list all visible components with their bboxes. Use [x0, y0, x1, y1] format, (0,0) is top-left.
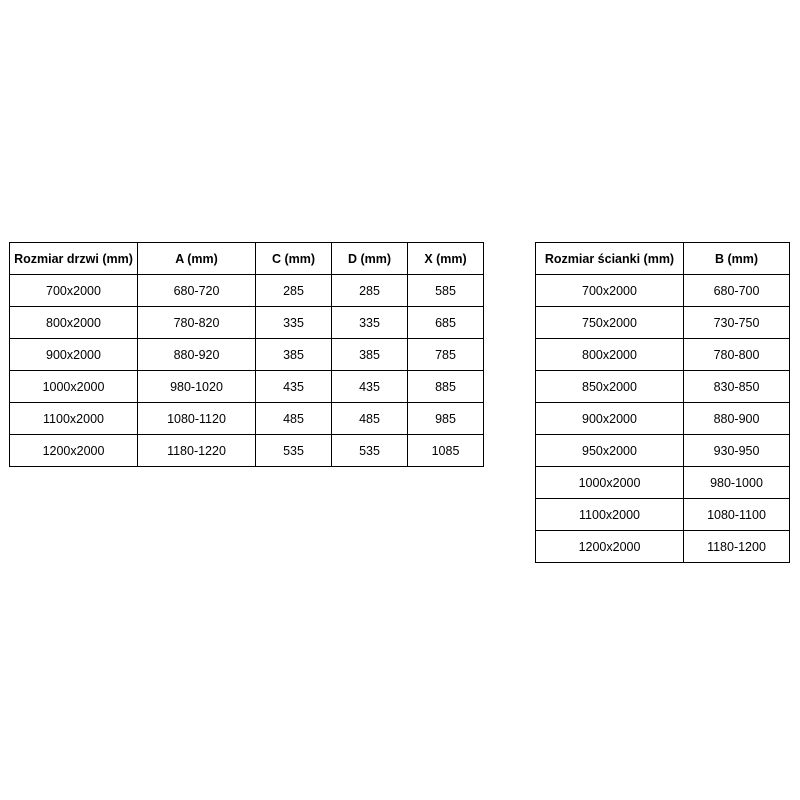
table-row [536, 499, 790, 531]
table-cell: 1200x2000 [10, 435, 138, 467]
table-cell: 1085 [408, 435, 484, 467]
table-cell: 950x2000 [536, 435, 684, 467]
door-size-table [9, 242, 484, 467]
table-header-row [536, 243, 790, 275]
table-cell: 880-920 [138, 339, 256, 371]
table-cell: 900x2000 [10, 339, 138, 371]
table-cell: 1100x2000 [536, 499, 684, 531]
table-row [536, 467, 790, 499]
table-row [536, 403, 790, 435]
table-cell: 1080-1120 [138, 403, 256, 435]
table-cell: 585 [408, 275, 484, 307]
table-cell: 785 [408, 339, 484, 371]
table-cell: 435 [256, 371, 332, 403]
table-cell: 1000x2000 [10, 371, 138, 403]
column-header: C (mm) [256, 243, 332, 275]
table-row [536, 275, 790, 307]
column-header: B (mm) [684, 243, 790, 275]
table-cell: 730-750 [684, 307, 790, 339]
table-cell: 1200x2000 [536, 531, 684, 563]
table-cell: 1100x2000 [10, 403, 138, 435]
table-cell: 485 [332, 403, 408, 435]
column-header: D (mm) [332, 243, 408, 275]
table-row [536, 307, 790, 339]
table-cell: 535 [256, 435, 332, 467]
table-cell: 680-720 [138, 275, 256, 307]
table-row [10, 275, 484, 307]
table-cell: 385 [332, 339, 408, 371]
table-cell: 435 [332, 371, 408, 403]
table-row [536, 371, 790, 403]
table-cell: 1180-1200 [684, 531, 790, 563]
table-cell: 980-1000 [684, 467, 790, 499]
table-cell: 485 [256, 403, 332, 435]
table-cell: 535 [332, 435, 408, 467]
table-cell: 850x2000 [536, 371, 684, 403]
table-row [536, 435, 790, 467]
column-header: X (mm) [408, 243, 484, 275]
table-cell: 335 [256, 307, 332, 339]
column-header: Rozmiar drzwi (mm) [10, 243, 138, 275]
table-cell: 780-820 [138, 307, 256, 339]
table-cell: 800x2000 [536, 339, 684, 371]
table-cell: 285 [332, 275, 408, 307]
table-cell: 980-1020 [138, 371, 256, 403]
table-cell: 700x2000 [536, 275, 684, 307]
wall-size-table [535, 242, 790, 563]
table-cell: 1080-1100 [684, 499, 790, 531]
table-cell: 285 [256, 275, 332, 307]
table-cell: 1000x2000 [536, 467, 684, 499]
table-cell: 930-950 [684, 435, 790, 467]
table-cell: 700x2000 [10, 275, 138, 307]
table-cell: 1180-1220 [138, 435, 256, 467]
table-row [536, 339, 790, 371]
table-cell: 685 [408, 307, 484, 339]
column-header: A (mm) [138, 243, 256, 275]
table-cell: 830-850 [684, 371, 790, 403]
table-header-row [10, 243, 484, 275]
table-cell: 750x2000 [536, 307, 684, 339]
table-row [10, 307, 484, 339]
table-cell: 900x2000 [536, 403, 684, 435]
table-row [10, 435, 484, 467]
table-row [536, 531, 790, 563]
table-row [10, 403, 484, 435]
table-cell: 985 [408, 403, 484, 435]
table-row [10, 339, 484, 371]
table-cell: 800x2000 [10, 307, 138, 339]
column-header: Rozmiar ścianki (mm) [536, 243, 684, 275]
table-cell: 335 [332, 307, 408, 339]
table-cell: 780-800 [684, 339, 790, 371]
table-cell: 885 [408, 371, 484, 403]
table-cell: 680-700 [684, 275, 790, 307]
table-row [10, 371, 484, 403]
table-cell: 880-900 [684, 403, 790, 435]
table-cell: 385 [256, 339, 332, 371]
